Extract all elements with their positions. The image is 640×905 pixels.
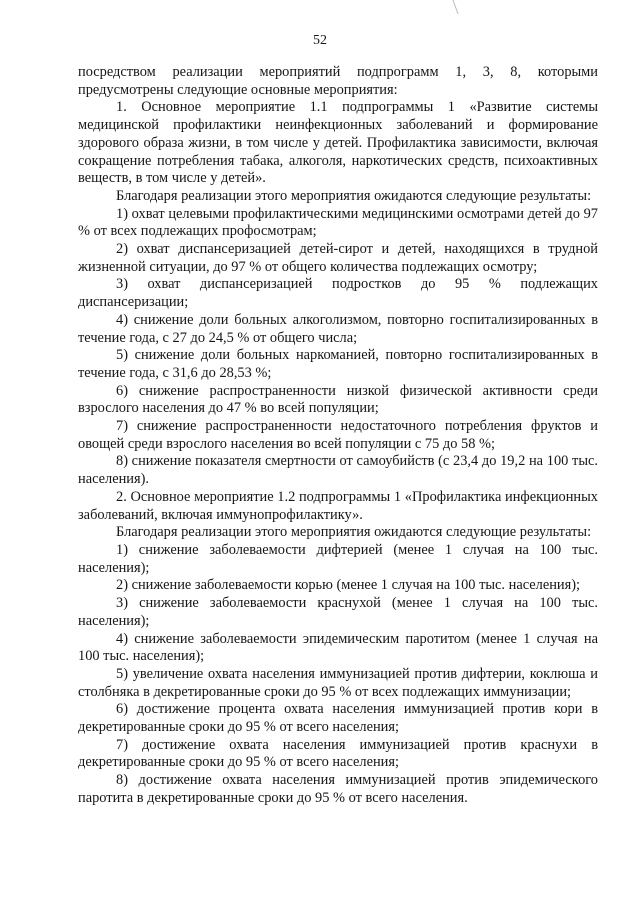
paragraph: 5) снижение доли больных наркоманией, повторно госпитализированных в течение года, с 31,6 до 28,53 %;	[78, 347, 598, 381]
paragraph: 2) снижение заболеваемости корью (менее 1 случая на 100 тыс. населения);	[116, 577, 581, 594]
paragraph: 4) снижение доли больных алкоголизмом, повторно госпитализированных в течение года, с 27 до 24,5 % от общего числа;	[78, 311, 598, 346]
paragraph: 4) снижение заболеваемости эпидемическим паротитом (менее 1 случая на 100 тыс. населения);	[78, 630, 598, 665]
paragraph: 3) охват диспансеризацией подростков до 95 % подлежащих диспансеризации;	[78, 276, 598, 311]
paragraph: 7) снижение распространенности недостаточного потребления фруктов и овощей среди взрослого населения во всей популяции с 75 до 58 %;	[78, 418, 598, 452]
paragraph: 5) увеличение охвата населения иммунизацией против дифтерии, коклюша и столбняка в декретированные сроки до 95 % от всех подлежащих иммунизации;	[78, 665, 598, 700]
paragraph: 6) снижение распространенности низкой физической активности среди взрослого населения до 47 % во всей популяции;	[78, 382, 598, 417]
paragraph: 2. Основное мероприятие 1.2 подпрограммы 1 «Профилактика инфекционных заболеваний, включая иммунопрофилактику».	[78, 488, 598, 523]
paragraph: 1) снижение заболеваемости дифтерией (менее 1 случая на 100 тыс. населения);	[78, 541, 598, 576]
page-number: 52	[313, 33, 327, 48]
paragraph: 8) снижение показателя смертности от самоубийств (с 23,4 до 19,2 на 100 тыс. населения).	[78, 453, 598, 488]
paragraph: Благодаря реализации этого мероприятия ожидаются следующие результаты:	[116, 187, 592, 204]
body-text	[78, 64, 598, 808]
paragraph: 8) достижение охвата населения иммунизацией против эпидемического паротита в декретированные сроки до 95 % от всего населения.	[78, 772, 598, 806]
scan-mark	[452, 0, 468, 14]
paragraph: 1) охват целевыми профилактическими медицинскими осмотрами детей до 97 % от всех подлежащих профосмотрам;	[78, 205, 598, 240]
paragraph: 2) охват диспансеризацией детей-сирот и детей, находящихся в трудной жизненной ситуации, до 97 % от общего количества подлежащих осмотру;	[78, 241, 598, 275]
paragraph: 3) снижение заболеваемости краснухой (менее 1 случая на 100 тыс. населения);	[78, 595, 598, 629]
paragraph: 6) достижение процента охвата населения иммунизацией против кори в декретированные сроки до 95 % от всего населения;	[78, 701, 598, 736]
paragraph: Благодаря реализации этого мероприятия ожидаются следующие результаты:	[116, 524, 592, 541]
paragraph: 7) достижение охвата населения иммунизацией против краснухи в декретированные сроки до 95 % от всего населения;	[78, 736, 598, 771]
paragraph: посредством реализации мероприятий подпрограмм 1, 3, 8, которыми предусмотрены следующие основные мероприятия:	[78, 64, 598, 98]
paragraph: 1. Основное мероприятие 1.1 подпрограммы 1 «Развитие системы медицинской профилактики неинфекционных заболеваний и формирование здорового образа жизни, в том числе у детей. Профилактика зависимости, включая сокращение потребления табака, алкоголя, наркотических средств, психоактивных веществ, в том числе у детей».	[78, 99, 598, 187]
